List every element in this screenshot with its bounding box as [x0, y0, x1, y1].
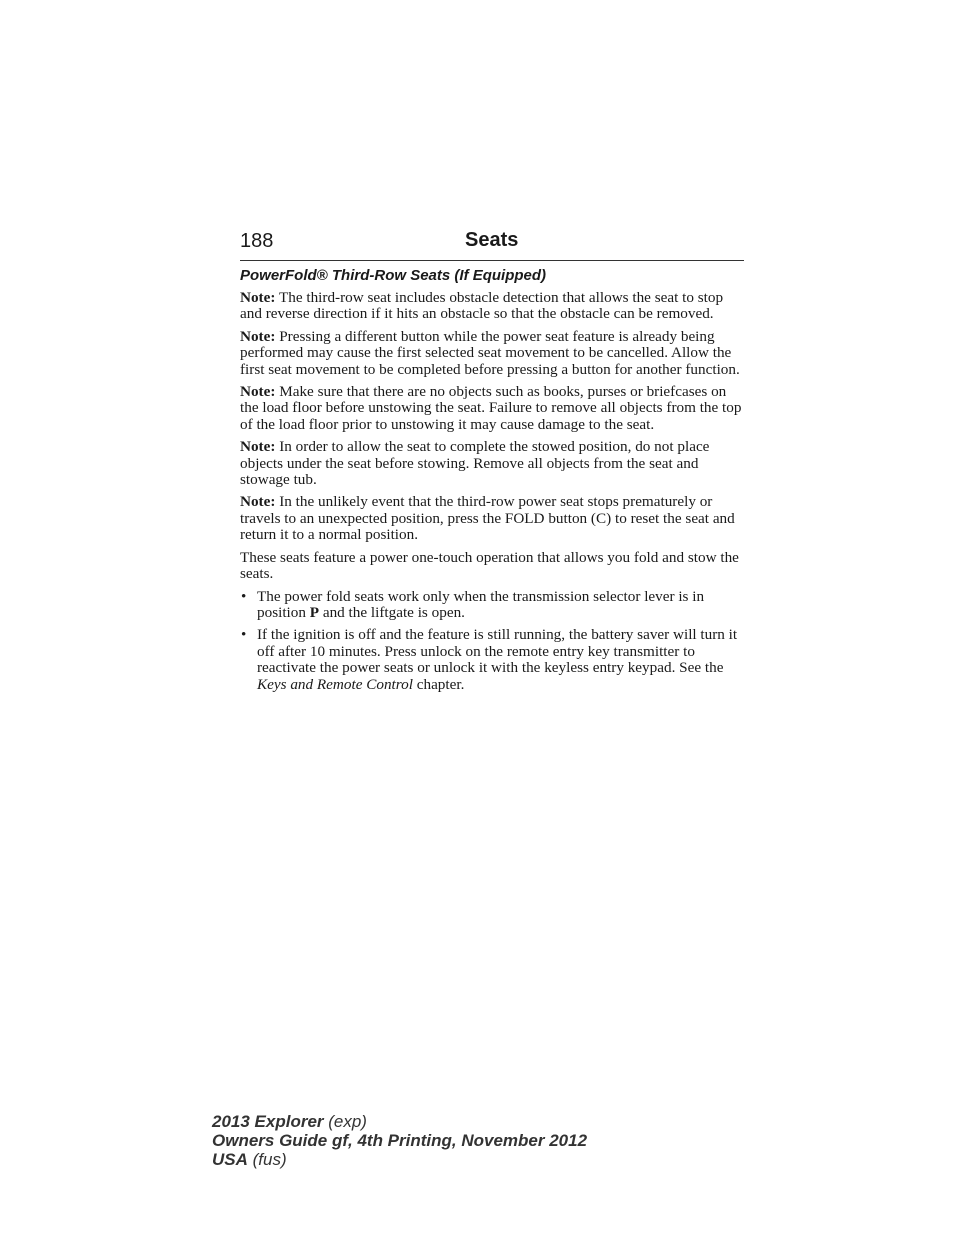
- bullet-icon: •: [241, 587, 247, 605]
- note-label: Note:: [240, 493, 276, 511]
- footer-market-code: (fus): [247, 1150, 287, 1169]
- bullet-text: The power fold seats work only when the transmission selector lever is in position: [257, 587, 705, 621]
- list-item: [240, 589, 746, 622]
- footer-model-code: (exp): [323, 1112, 367, 1131]
- note-text: The third-row seat includes obstacle detection that allows the seat to stop and reverse direction if it hits an obstacle so that the obstacle can be removed.: [240, 289, 724, 323]
- footer-model: 2013 Explorer: [212, 1112, 324, 1131]
- note-label: Note:: [240, 327, 276, 345]
- note-text: In the unlikely event that the third-row power seat stops prematurely or travels to an unexpected position, press the FOLD button (C) to reset the seat and return it to a normal position.: [240, 493, 735, 544]
- bullet-list: [240, 589, 746, 693]
- note-label: Note:: [240, 383, 276, 401]
- page-content: [240, 267, 746, 699]
- note-paragraph: [240, 329, 746, 378]
- list-item: [240, 627, 746, 693]
- note-text: Pressing a different button while the power seat feature is already being performed may cause the first selected seat movement to be cancelled. Allow the first seat movement to be completed before pressing a button for another function.: [240, 327, 740, 378]
- page-number: 188: [240, 230, 274, 252]
- section-heading: PowerFold® Third-Row Seats (If Equipped): [240, 267, 547, 284]
- footer-line-market: [212, 1150, 587, 1169]
- bullet-bold-text: P: [309, 603, 320, 621]
- chapter-title: Seats: [465, 229, 519, 251]
- bullet-text: chapter.: [412, 675, 465, 693]
- note-text: Make sure that there are no objects such as books, purses or briefcases on the load floor before unstowing the seat. Failure to remove all objects from the top of the load floor prior to unstowing it may cause damage to the seat.: [240, 383, 742, 433]
- note-label: Note:: [240, 438, 276, 456]
- page-footer: [212, 1112, 587, 1169]
- bullet-text: If the ignition is off and the feature is still running, the battery saver will turn it off after 10 minutes. Press unlock on the remote entry key transmitter to reactivate the power seats or unlock it with the keyless entry keypad. See the: [257, 626, 738, 677]
- footer-market: USA: [212, 1150, 248, 1169]
- page-header: [240, 228, 744, 261]
- bullet-icon: •: [241, 626, 247, 644]
- note-paragraph: [240, 290, 746, 323]
- footer-line-printing: Owners Guide gf, 4th Printing, November 2012: [212, 1131, 588, 1150]
- intro-paragraph: These seats feature a power one-touch operation that allows you fold and stow the seats.: [240, 548, 739, 583]
- note-paragraph: [240, 439, 746, 488]
- chapter-reference: Keys and Remote Control: [257, 675, 413, 693]
- footer-line-model: [212, 1112, 587, 1131]
- note-text: In order to allow the seat to complete the stowed position, do not place objects under the seat before stowing. Remove all objects from the seat and stowage tub.: [240, 438, 710, 489]
- bullet-text: and the liftgate is open.: [319, 603, 465, 621]
- note-paragraph: [240, 384, 746, 433]
- note-paragraph: [240, 494, 746, 543]
- note-label: Note:: [240, 289, 276, 306]
